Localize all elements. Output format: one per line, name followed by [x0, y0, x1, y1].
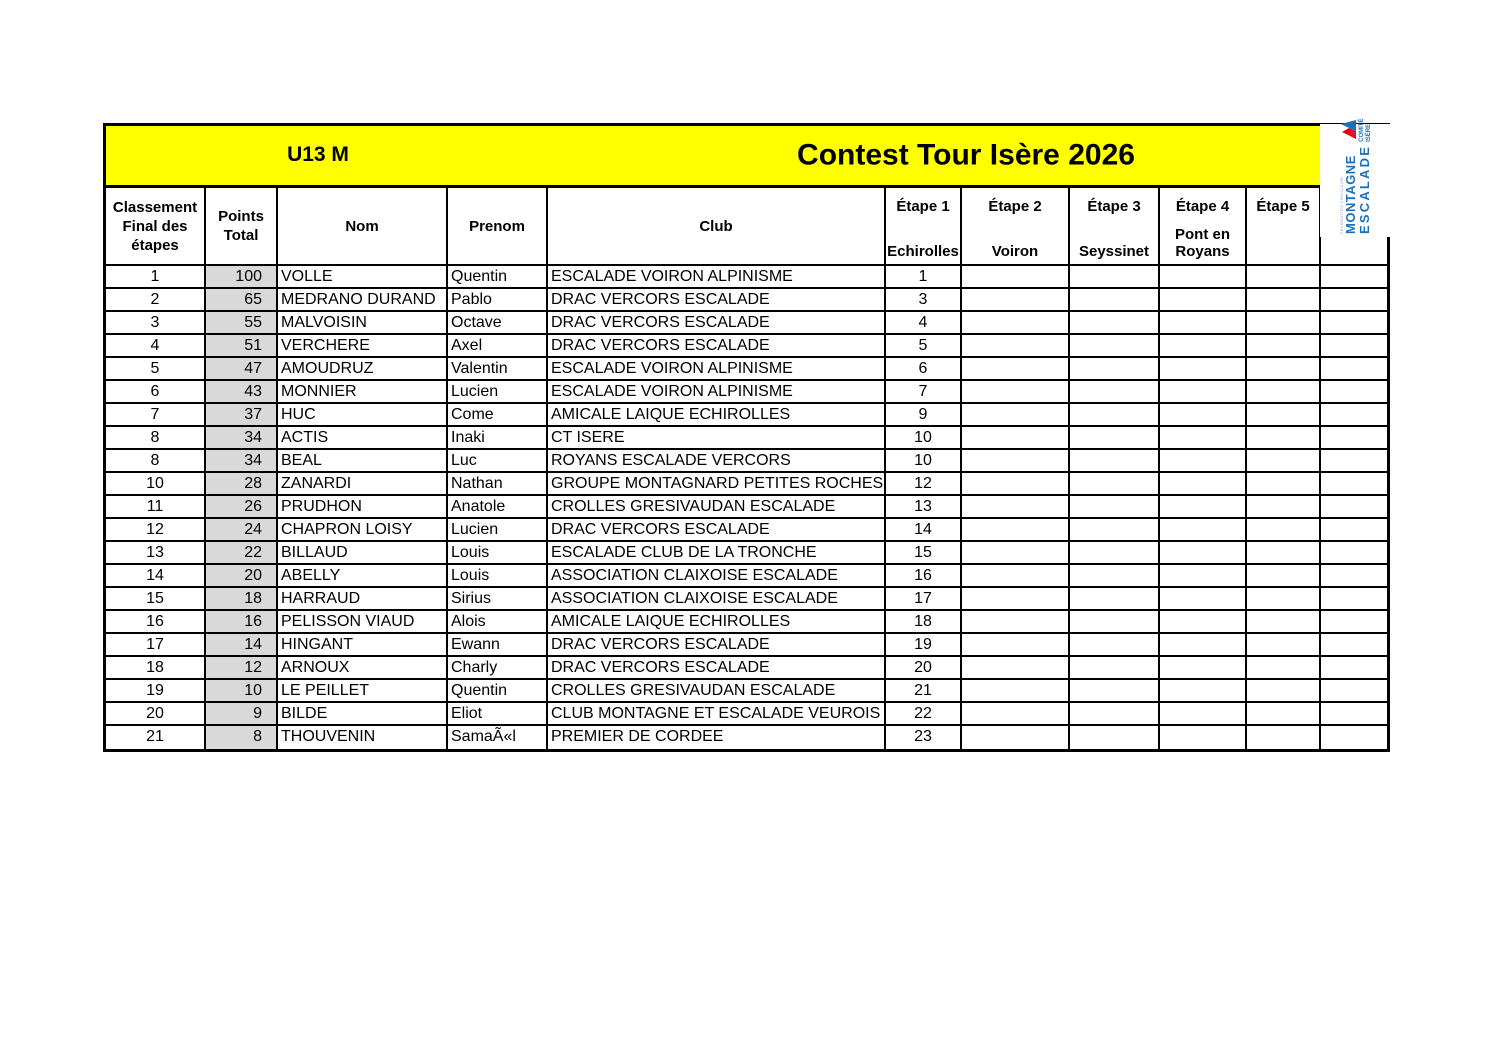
prenom-cell: Luc — [448, 450, 548, 471]
etape1-result-cell: 6 — [886, 358, 962, 379]
club-cell: CLUB MONTAGNE ET ESCALADE VEUROIS — [548, 703, 886, 724]
points-cell: 18 — [206, 588, 278, 609]
etape1-result-cell: 17 — [886, 588, 962, 609]
etape-1-label: Étape 1 — [896, 198, 950, 215]
etape1-result-cell: 21 — [886, 680, 962, 701]
points-cell: 100 — [206, 266, 278, 287]
extra-cell — [1321, 496, 1387, 517]
extra-cell — [1321, 726, 1387, 749]
etape3-result-cell — [1070, 496, 1160, 517]
prenom-cell: Louis — [448, 542, 548, 563]
etape5-result-cell — [1247, 266, 1321, 287]
header-etape-1 — [886, 188, 962, 264]
extra-cell — [1321, 657, 1387, 678]
etape3-result-cell — [1070, 680, 1160, 701]
etape2-result-cell — [962, 473, 1070, 494]
extra-cell — [1321, 312, 1387, 333]
table-row — [106, 657, 1387, 680]
rank-cell: 10 — [106, 473, 206, 494]
etape5-result-cell — [1247, 450, 1321, 471]
rank-cell: 18 — [106, 657, 206, 678]
table-row — [106, 473, 1387, 496]
etape3-result-cell — [1070, 565, 1160, 586]
extra-cell — [1321, 611, 1387, 632]
etape4-result-cell — [1160, 542, 1247, 563]
rank-cell: 1 — [106, 266, 206, 287]
club-cell: ASSOCIATION CLAIXOISE ESCALADE — [548, 588, 886, 609]
etape5-result-cell — [1247, 565, 1321, 586]
prenom-cell: Pablo — [448, 289, 548, 310]
etape3-result-cell — [1070, 312, 1160, 333]
etape5-result-cell — [1247, 358, 1321, 379]
etape4-result-cell — [1160, 450, 1247, 471]
points-cell: 9 — [206, 703, 278, 724]
etape4-result-cell — [1160, 427, 1247, 448]
nom-cell: PRUDHON — [278, 496, 448, 517]
extra-cell — [1321, 427, 1387, 448]
nom-cell: BILDE — [278, 703, 448, 724]
rank-cell: 7 — [106, 404, 206, 425]
nom-cell: HARRAUD — [278, 588, 448, 609]
etape1-result-cell: 10 — [886, 450, 962, 471]
etape4-result-cell — [1160, 266, 1247, 287]
etape-4-label: Étape 4 — [1175, 198, 1230, 215]
etape-4-venue: Pont en Royans — [1175, 226, 1230, 260]
etape4-result-cell — [1160, 381, 1247, 402]
extra-cell — [1321, 450, 1387, 471]
etape2-result-cell — [962, 542, 1070, 563]
table-row — [106, 381, 1387, 404]
header-prenom: Prenom — [448, 188, 548, 264]
extra-cell — [1321, 473, 1387, 494]
club-cell: ESCALADE VOIRON ALPINISME — [548, 358, 886, 379]
page-title: Contest Tour Isère 2026 — [797, 137, 1135, 171]
rank-cell: 8 — [106, 427, 206, 448]
prenom-cell: Octave — [448, 312, 548, 333]
club-cell: DRAC VERCORS ESCALADE — [548, 519, 886, 540]
prenom-cell: Quentin — [448, 680, 548, 701]
etape4-result-cell — [1160, 657, 1247, 678]
etape5-result-cell — [1247, 634, 1321, 655]
table-row — [106, 496, 1387, 519]
points-cell: 22 — [206, 542, 278, 563]
etape1-result-cell: 10 — [886, 427, 962, 448]
etape2-result-cell — [962, 289, 1070, 310]
club-cell: DRAC VERCORS ESCALADE — [548, 634, 886, 655]
table-row — [106, 450, 1387, 473]
etape5-result-cell — [1247, 335, 1321, 356]
etape5-result-cell — [1247, 588, 1321, 609]
points-cell: 24 — [206, 519, 278, 540]
club-cell: DRAC VERCORS ESCALADE — [548, 335, 886, 356]
etape3-result-cell — [1070, 289, 1160, 310]
rank-cell: 13 — [106, 542, 206, 563]
header-etape-5 — [1247, 188, 1321, 264]
club-cell: GROUPE MONTAGNARD PETITES ROCHES — [548, 473, 886, 494]
club-cell: AMICALE LAIQUE ECHIROLLES — [548, 611, 886, 632]
points-cell: 34 — [206, 427, 278, 448]
etape3-result-cell — [1070, 611, 1160, 632]
extra-cell — [1321, 381, 1387, 402]
nom-cell: HUC — [278, 404, 448, 425]
nom-cell: ZANARDI — [278, 473, 448, 494]
nom-cell: LE PEILLET — [278, 680, 448, 701]
rank-cell: 11 — [106, 496, 206, 517]
table-row — [106, 404, 1387, 427]
etape2-result-cell — [962, 703, 1070, 724]
extra-cell — [1321, 358, 1387, 379]
prenom-cell: Eliot — [448, 703, 548, 724]
etape4-result-cell — [1160, 312, 1247, 333]
ffme-mountain-icon — [1338, 118, 1358, 140]
etape3-result-cell — [1070, 473, 1160, 494]
committee-text: COMITÉ ISÈRE — [1358, 118, 1372, 142]
club-cell: ESCALADE VOIRON ALPINISME — [548, 381, 886, 402]
etape3-result-cell — [1070, 726, 1160, 749]
etape1-result-cell: 9 — [886, 404, 962, 425]
club-cell: ROYANS ESCALADE VERCORS — [548, 450, 886, 471]
nom-cell: VERCHERE — [278, 335, 448, 356]
etape1-result-cell: 15 — [886, 542, 962, 563]
rank-cell: 6 — [106, 381, 206, 402]
etape5-result-cell — [1247, 289, 1321, 310]
etape-2-label: Étape 2 — [988, 198, 1042, 215]
header-rank: Classement Final des étapes — [106, 188, 206, 264]
club-cell: PREMIER DE CORDEE — [548, 726, 886, 749]
etape4-result-cell — [1160, 496, 1247, 517]
etape5-result-cell — [1247, 427, 1321, 448]
prenom-cell: Lucien — [448, 519, 548, 540]
rank-cell: 8 — [106, 450, 206, 471]
nom-cell: VOLLE — [278, 266, 448, 287]
club-cell: ESCALADE CLUB DE LA TRONCHE — [548, 542, 886, 563]
nom-cell: ARNOUX — [278, 657, 448, 678]
etape-3-venue: Seyssinet — [1078, 243, 1150, 260]
etape1-result-cell: 18 — [886, 611, 962, 632]
table-row — [106, 312, 1387, 335]
nom-cell: ABELLY — [278, 565, 448, 586]
etape3-result-cell — [1070, 588, 1160, 609]
prenom-cell: Ewann — [448, 634, 548, 655]
points-cell: 20 — [206, 565, 278, 586]
nom-cell: THOUVENIN — [278, 726, 448, 749]
prenom-cell: Nathan — [448, 473, 548, 494]
etape4-result-cell — [1160, 634, 1247, 655]
logo-montagne-text: MONTAGNE — [1342, 154, 1358, 234]
etape2-result-cell — [962, 611, 1070, 632]
etape3-result-cell — [1070, 450, 1160, 471]
etape2-result-cell — [962, 312, 1070, 333]
etape2-result-cell — [962, 519, 1070, 540]
points-cell: 65 — [206, 289, 278, 310]
ffme-logo — [1320, 118, 1390, 237]
etape3-result-cell — [1070, 381, 1160, 402]
rank-cell: 3 — [106, 312, 206, 333]
points-cell: 34 — [206, 450, 278, 471]
etape5-result-cell — [1247, 381, 1321, 402]
header-etape-4 — [1160, 188, 1247, 264]
etape5-result-cell — [1247, 657, 1321, 678]
etape5-result-cell — [1247, 473, 1321, 494]
etape3-result-cell — [1070, 266, 1160, 287]
extra-cell — [1321, 542, 1387, 563]
etape5-result-cell — [1247, 496, 1321, 517]
title-banner — [106, 126, 1387, 188]
federation-small-text: FÉDÉRATION FRANÇAISE — [1338, 176, 1344, 234]
table-row — [106, 588, 1387, 611]
etape2-result-cell — [962, 266, 1070, 287]
table-row — [106, 703, 1387, 726]
prenom-cell: Come — [448, 404, 548, 425]
etape4-result-cell — [1160, 565, 1247, 586]
extra-cell — [1321, 588, 1387, 609]
table-row — [106, 519, 1387, 542]
table-row — [106, 726, 1387, 749]
points-cell: 8 — [206, 726, 278, 749]
nom-cell: MALVOISIN — [278, 312, 448, 333]
etape3-result-cell — [1070, 358, 1160, 379]
header-nom: Nom — [278, 188, 448, 264]
etape3-result-cell — [1070, 519, 1160, 540]
extra-cell — [1321, 519, 1387, 540]
etape1-result-cell: 3 — [886, 289, 962, 310]
table-header-row — [106, 188, 1387, 266]
etape1-result-cell: 5 — [886, 335, 962, 356]
etape5-result-cell — [1247, 404, 1321, 425]
club-cell: AMICALE LAIQUE ECHIROLLES — [548, 404, 886, 425]
etape1-result-cell: 22 — [886, 703, 962, 724]
etape5-result-cell — [1247, 542, 1321, 563]
etape4-result-cell — [1160, 519, 1247, 540]
club-cell: CT ISERE — [548, 427, 886, 448]
etape3-result-cell — [1070, 427, 1160, 448]
etape-1-venue: Echirolles — [887, 243, 959, 260]
extra-cell — [1321, 266, 1387, 287]
etape2-result-cell — [962, 335, 1070, 356]
prenom-cell: Quentin — [448, 266, 548, 287]
etape4-result-cell — [1160, 289, 1247, 310]
table-body — [106, 266, 1387, 749]
etape3-result-cell — [1070, 657, 1160, 678]
table-row — [106, 542, 1387, 565]
etape5-result-cell — [1247, 611, 1321, 632]
prenom-cell: Anatole — [448, 496, 548, 517]
table-row — [106, 565, 1387, 588]
rank-cell: 19 — [106, 680, 206, 701]
header-etape-2 — [962, 188, 1070, 264]
extra-cell — [1321, 404, 1387, 425]
etape-3-label: Étape 3 — [1087, 198, 1141, 215]
etape2-result-cell — [962, 634, 1070, 655]
etape1-result-cell: 12 — [886, 473, 962, 494]
etape2-result-cell — [962, 381, 1070, 402]
points-cell: 10 — [206, 680, 278, 701]
club-cell: CROLLES GRESIVAUDAN ESCALADE — [548, 496, 886, 517]
etape-2-venue: Voiron — [991, 243, 1039, 260]
extra-cell — [1321, 335, 1387, 356]
table-row — [106, 634, 1387, 657]
table-row — [106, 358, 1387, 381]
etape4-result-cell — [1160, 611, 1247, 632]
table-row — [106, 611, 1387, 634]
etape1-result-cell: 14 — [886, 519, 962, 540]
etape5-result-cell — [1247, 703, 1321, 724]
rank-cell: 21 — [106, 726, 206, 749]
points-cell: 26 — [206, 496, 278, 517]
prenom-cell: Louis — [448, 565, 548, 586]
points-cell: 37 — [206, 404, 278, 425]
nom-cell: ACTIS — [278, 427, 448, 448]
etape5-result-cell — [1247, 312, 1321, 333]
prenom-cell: Valentin — [448, 358, 548, 379]
etape3-result-cell — [1070, 404, 1160, 425]
prenom-cell: Sirius — [448, 588, 548, 609]
header-club: Club — [548, 188, 886, 264]
etape2-result-cell — [962, 496, 1070, 517]
etape2-result-cell — [962, 427, 1070, 448]
club-cell: DRAC VERCORS ESCALADE — [548, 657, 886, 678]
etape4-result-cell — [1160, 680, 1247, 701]
etape1-result-cell: 16 — [886, 565, 962, 586]
rank-cell: 14 — [106, 565, 206, 586]
etape5-result-cell — [1247, 726, 1321, 749]
rank-cell: 12 — [106, 519, 206, 540]
ffme-logo-rotated-content — [1323, 118, 1387, 234]
etape2-result-cell — [962, 657, 1070, 678]
extra-cell — [1321, 289, 1387, 310]
table-row — [106, 335, 1387, 358]
etape2-result-cell — [962, 565, 1070, 586]
ranking-sheet — [103, 118, 1390, 752]
nom-cell: CHAPRON LOISY — [278, 519, 448, 540]
etape4-result-cell — [1160, 726, 1247, 749]
nom-cell: BILLAUD — [278, 542, 448, 563]
nom-cell: PELISSON VIAUD — [278, 611, 448, 632]
etape2-result-cell — [962, 358, 1070, 379]
rank-cell: 17 — [106, 634, 206, 655]
club-cell: DRAC VERCORS ESCALADE — [548, 312, 886, 333]
etape1-result-cell: 19 — [886, 634, 962, 655]
points-cell: 55 — [206, 312, 278, 333]
rank-cell: 5 — [106, 358, 206, 379]
logo-escalade-text: ESCALADE — [1356, 144, 1372, 234]
nom-cell: BEAL — [278, 450, 448, 471]
etape2-result-cell — [962, 450, 1070, 471]
etape5-result-cell — [1247, 680, 1321, 701]
prenom-cell: SamaÃ«l — [448, 726, 548, 749]
etape4-result-cell — [1160, 588, 1247, 609]
etape1-result-cell: 1 — [886, 266, 962, 287]
header-etape-3 — [1070, 188, 1160, 264]
etape1-result-cell: 20 — [886, 657, 962, 678]
table-row — [106, 680, 1387, 703]
points-cell: 51 — [206, 335, 278, 356]
rank-cell: 20 — [106, 703, 206, 724]
etape4-result-cell — [1160, 473, 1247, 494]
etape4-result-cell — [1160, 703, 1247, 724]
table-row — [106, 289, 1387, 312]
etape4-result-cell — [1160, 335, 1247, 356]
etape4-result-cell — [1160, 358, 1247, 379]
category-label: U13 M — [287, 142, 349, 166]
etape2-result-cell — [962, 404, 1070, 425]
points-cell: 47 — [206, 358, 278, 379]
points-cell: 12 — [206, 657, 278, 678]
etape-5-label: Étape 5 — [1256, 198, 1310, 215]
nom-cell: MEDRANO DURAND — [278, 289, 448, 310]
extra-cell — [1321, 680, 1387, 701]
prenom-cell: Charly — [448, 657, 548, 678]
etape2-result-cell — [962, 726, 1070, 749]
points-cell: 28 — [206, 473, 278, 494]
points-cell: 43 — [206, 381, 278, 402]
club-cell: ASSOCIATION CLAIXOISE ESCALADE — [548, 565, 886, 586]
points-cell: 16 — [206, 611, 278, 632]
club-cell: ESCALADE VOIRON ALPINISME — [548, 266, 886, 287]
extra-cell — [1321, 634, 1387, 655]
rank-cell: 16 — [106, 611, 206, 632]
header-points: Points Total — [206, 188, 278, 264]
table-row — [106, 266, 1387, 289]
extra-cell — [1321, 703, 1387, 724]
etape1-result-cell: 13 — [886, 496, 962, 517]
etape5-result-cell — [1247, 519, 1321, 540]
club-cell: DRAC VERCORS ESCALADE — [548, 289, 886, 310]
prenom-cell: Alois — [448, 611, 548, 632]
nom-cell: AMOUDRUZ — [278, 358, 448, 379]
prenom-cell: Axel — [448, 335, 548, 356]
etape3-result-cell — [1070, 634, 1160, 655]
prenom-cell: Inaki — [448, 427, 548, 448]
etape3-result-cell — [1070, 542, 1160, 563]
etape4-result-cell — [1160, 404, 1247, 425]
prenom-cell: Lucien — [448, 381, 548, 402]
etape2-result-cell — [962, 588, 1070, 609]
extra-cell — [1321, 565, 1387, 586]
nom-cell: HINGANT — [278, 634, 448, 655]
etape1-result-cell: 23 — [886, 726, 962, 749]
etape3-result-cell — [1070, 703, 1160, 724]
nom-cell: MONNIER — [278, 381, 448, 402]
etape3-result-cell — [1070, 335, 1160, 356]
rank-cell: 15 — [106, 588, 206, 609]
table-row — [106, 427, 1387, 450]
points-cell: 14 — [206, 634, 278, 655]
etape1-result-cell: 7 — [886, 381, 962, 402]
club-cell: CROLLES GRESIVAUDAN ESCALADE — [548, 680, 886, 701]
rank-cell: 4 — [106, 335, 206, 356]
rank-cell: 2 — [106, 289, 206, 310]
etape1-result-cell: 4 — [886, 312, 962, 333]
etape2-result-cell — [962, 680, 1070, 701]
